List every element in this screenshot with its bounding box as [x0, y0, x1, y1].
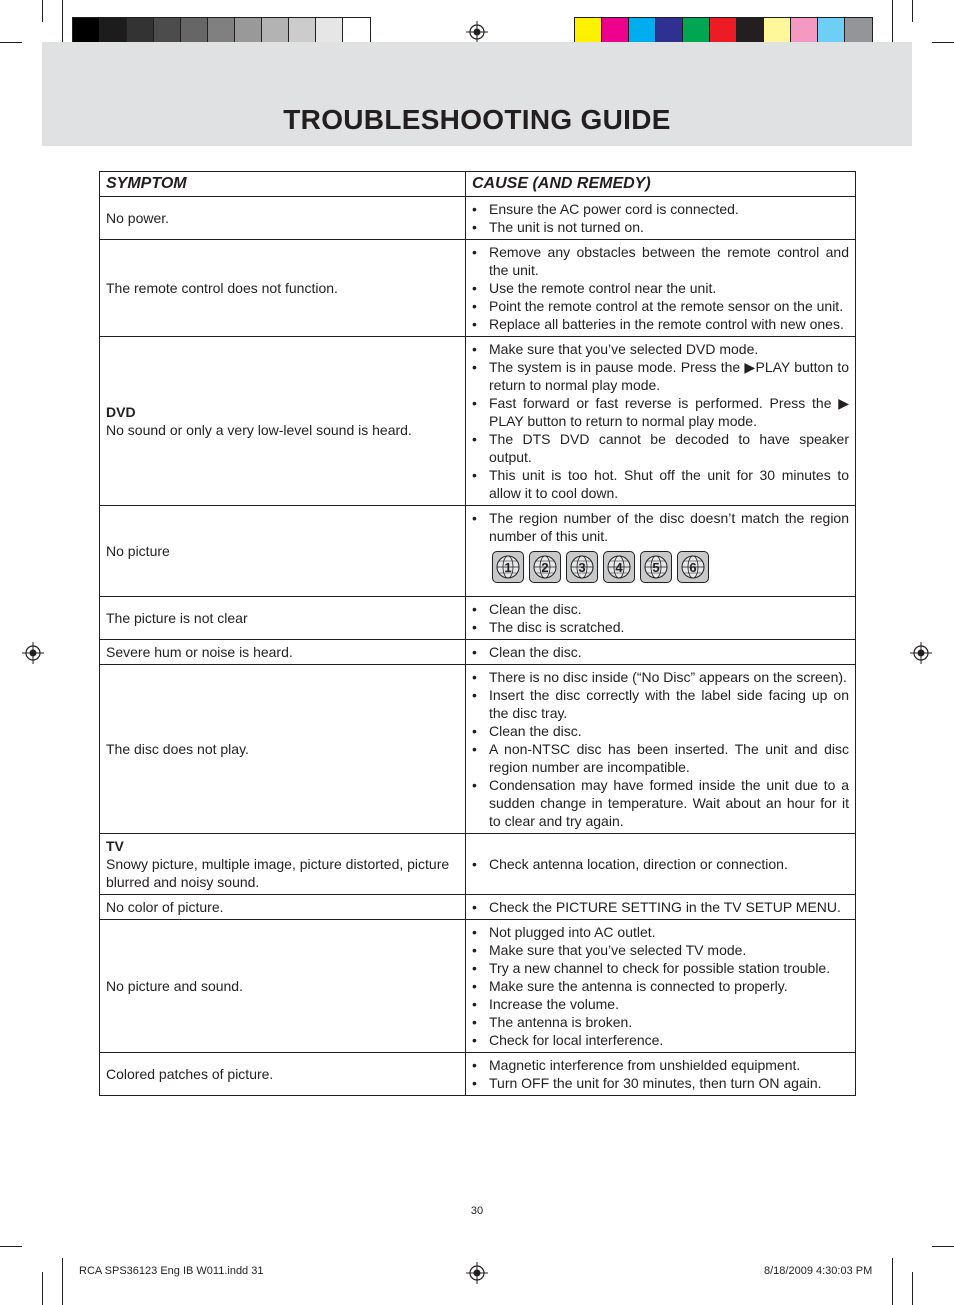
table-row: [100, 920, 856, 1053]
footer-file-name: RCA SPS36123 Eng IB W011.indd 31: [79, 1265, 264, 1277]
remedy-item: • Not plugged into AC outlet.: [472, 923, 849, 941]
remedy-item: • The region number of the disc doesn’t match the region number of this unit.: [472, 509, 849, 545]
remedy-item: • Clean the disc.: [472, 600, 849, 618]
symptom-cell: [100, 1053, 466, 1096]
table-row: [100, 834, 856, 895]
remedy-item: • Make sure the antenna is connected to properly.: [472, 977, 849, 995]
table-row: [100, 665, 856, 834]
remedy-item: • Clean the disc.: [472, 722, 849, 740]
remedy-item: • Ensure the AC power cord is connected.: [472, 200, 849, 218]
remedy-item: • Increase the volume.: [472, 995, 849, 1013]
remedy-list: [472, 898, 849, 916]
symptom-text: Severe hum or noise is heard.: [106, 644, 293, 660]
crop-mark: [932, 1246, 954, 1247]
symptom-text: No power.: [106, 210, 170, 226]
region-number: 1: [504, 560, 512, 575]
symptom-text: Snowy picture, multiple image, picture distorted, picture blurred and noisy sound.: [106, 856, 450, 890]
symptom-text: The picture is not clear: [106, 610, 248, 626]
registration-mark-icon: [466, 1262, 488, 1284]
remedy-item: • Remove any obstacles between the remote control and the unit.: [472, 243, 849, 279]
table-row: [100, 895, 856, 920]
symptom-cell: [100, 895, 466, 920]
table-row: [100, 197, 856, 240]
remedy-cell: [466, 1053, 856, 1096]
remedy-list: [472, 923, 849, 1049]
remedy-list: [472, 1056, 849, 1092]
region-number: 4: [615, 560, 623, 575]
registration-mark-icon: [22, 642, 44, 664]
remedy-item: • The system is in pause mode. Press the ▶PLAY button to return to normal play mode.: [472, 358, 849, 394]
region-globe-icon: [492, 551, 524, 583]
crop-mark: [62, 1258, 63, 1305]
crop-mark: [62, 0, 63, 48]
remedy-item: • A non-NTSC disc has been inserted. The unit and disc region number are incompatible.: [472, 740, 849, 776]
symptom-text: The remote control does not function.: [106, 280, 338, 296]
remedy-item: • This unit is too hot. Shut off the unit for 30 minutes to allow it to cool down.: [472, 466, 849, 502]
region-globe-icon: [640, 551, 672, 583]
remedy-item: • The antenna is broken.: [472, 1013, 849, 1031]
region-globe-icon: [677, 551, 709, 583]
remedy-item: • Magnetic interference from unshielded equipment.: [472, 1056, 849, 1074]
region-number: 2: [541, 560, 549, 575]
page-number: 30: [470, 1205, 484, 1217]
remedy-item: • Check antenna location, direction or connection.: [472, 855, 849, 873]
registration-mark-icon: [466, 21, 488, 43]
table-row: [100, 506, 856, 597]
crop-mark: [0, 1246, 22, 1247]
region-icons: [492, 551, 849, 583]
table-header-row: [100, 172, 856, 197]
crop-mark: [912, 0, 913, 22]
page-title: TROUBLESHOOTING GUIDE: [283, 104, 671, 135]
crop-mark: [912, 1272, 913, 1305]
region-globe-icon: [603, 551, 635, 583]
troubleshooting-table: [99, 171, 856, 1096]
remedy-item: • The disc is scratched.: [472, 618, 849, 636]
remedy-list: [472, 340, 849, 502]
cause-column-header: CAUSE (AND REMEDY): [466, 172, 856, 197]
crop-mark: [932, 42, 954, 43]
symptom-cell: [100, 640, 466, 665]
region-globe-icon: [529, 551, 561, 583]
remedy-item: • Make sure that you’ve selected TV mode.: [472, 941, 849, 959]
remedy-item: • Use the remote control near the unit.: [472, 279, 849, 297]
symptom-cell: [100, 240, 466, 337]
symptom-group-label: DVD: [106, 404, 136, 420]
remedy-item: • Replace all batteries in the remote control with new ones.: [472, 315, 849, 333]
remedy-list: [472, 600, 849, 636]
remedy-item: • Fast forward or fast reverse is performed. Press the ▶ PLAY button to return to normal play mode.: [472, 394, 849, 430]
remedy-item: • The unit is not turned on.: [472, 218, 849, 236]
footer-date: 8/18/2009 4:30:03 PM: [764, 1265, 873, 1277]
symptom-text: No sound or only a very low-level sound is heard.: [106, 422, 412, 438]
symptom-cell: [100, 197, 466, 240]
remedy-item: • Insert the disc correctly with the label side facing up on the disc tray.: [472, 686, 849, 722]
remedy-cell: [466, 665, 856, 834]
symptom-cell: [100, 665, 466, 834]
remedy-cell: [466, 337, 856, 506]
region-number: 5: [652, 560, 660, 575]
table-body: [100, 197, 856, 1096]
remedy-list: [472, 200, 849, 236]
table-row: [100, 240, 856, 337]
symptom-cell: [100, 506, 466, 597]
symptom-column-header: SYMPTOM: [100, 172, 466, 197]
remedy-item: • Clean the disc.: [472, 643, 849, 661]
region-number: 6: [689, 560, 697, 575]
remedy-item: • Turn OFF the unit for 30 minutes, then turn ON again.: [472, 1074, 849, 1092]
symptom-cell: [100, 337, 466, 506]
remedy-cell: [466, 506, 856, 597]
remedy-item: • Check for local interference.: [472, 1031, 849, 1049]
remedy-cell: [466, 834, 856, 895]
symptom-text: Colored patches of picture.: [106, 1066, 274, 1082]
symptom-group-label: TV: [106, 838, 124, 854]
crop-mark: [892, 0, 893, 48]
table-row: [100, 1053, 856, 1096]
remedy-item: • Check the PICTURE SETTING in the TV SETUP MENU.: [472, 898, 849, 916]
remedy-cell: [466, 597, 856, 640]
region-number: 3: [578, 560, 586, 575]
remedy-cell: [466, 240, 856, 337]
remedy-cell: [466, 920, 856, 1053]
registration-mark-icon: [910, 642, 932, 664]
table-row: [100, 337, 856, 506]
symptom-text: No color of picture.: [106, 899, 224, 915]
remedy-item: • The DTS DVD cannot be decoded to have speaker output.: [472, 430, 849, 466]
crop-mark: [42, 1272, 43, 1305]
region-globe-icon: [566, 551, 598, 583]
table-row: [100, 597, 856, 640]
symptom-text: No picture: [106, 543, 170, 559]
remedy-list: [472, 243, 849, 333]
remedy-cell: [466, 640, 856, 665]
table-row: [100, 640, 856, 665]
symptom-cell: [100, 920, 466, 1053]
crop-mark: [892, 1258, 893, 1305]
remedy-cell: [466, 197, 856, 240]
remedy-list: [472, 855, 849, 873]
remedy-item: • There is no disc inside (“No Disc” appears on the screen).: [472, 668, 849, 686]
crop-mark: [42, 0, 43, 22]
symptom-text: The disc does not play.: [106, 741, 249, 757]
symptom-cell: [100, 597, 466, 640]
crop-mark: [0, 42, 22, 43]
remedy-list: [472, 509, 849, 545]
remedy-list: [472, 668, 849, 830]
remedy-item: • Try a new channel to check for possible station trouble.: [472, 959, 849, 977]
remedy-item: • Point the remote control at the remote sensor on the unit.: [472, 297, 849, 315]
remedy-list: [472, 643, 849, 661]
remedy-cell: [466, 895, 856, 920]
symptom-cell: [100, 834, 466, 895]
symptom-text: No picture and sound.: [106, 978, 243, 994]
remedy-item: • Condensation may have formed inside the unit due to a sudden change in temperature. Wait about an hour for it to clear and try again.: [472, 776, 849, 830]
remedy-item: • Make sure that you’ve selected DVD mode.: [472, 340, 849, 358]
